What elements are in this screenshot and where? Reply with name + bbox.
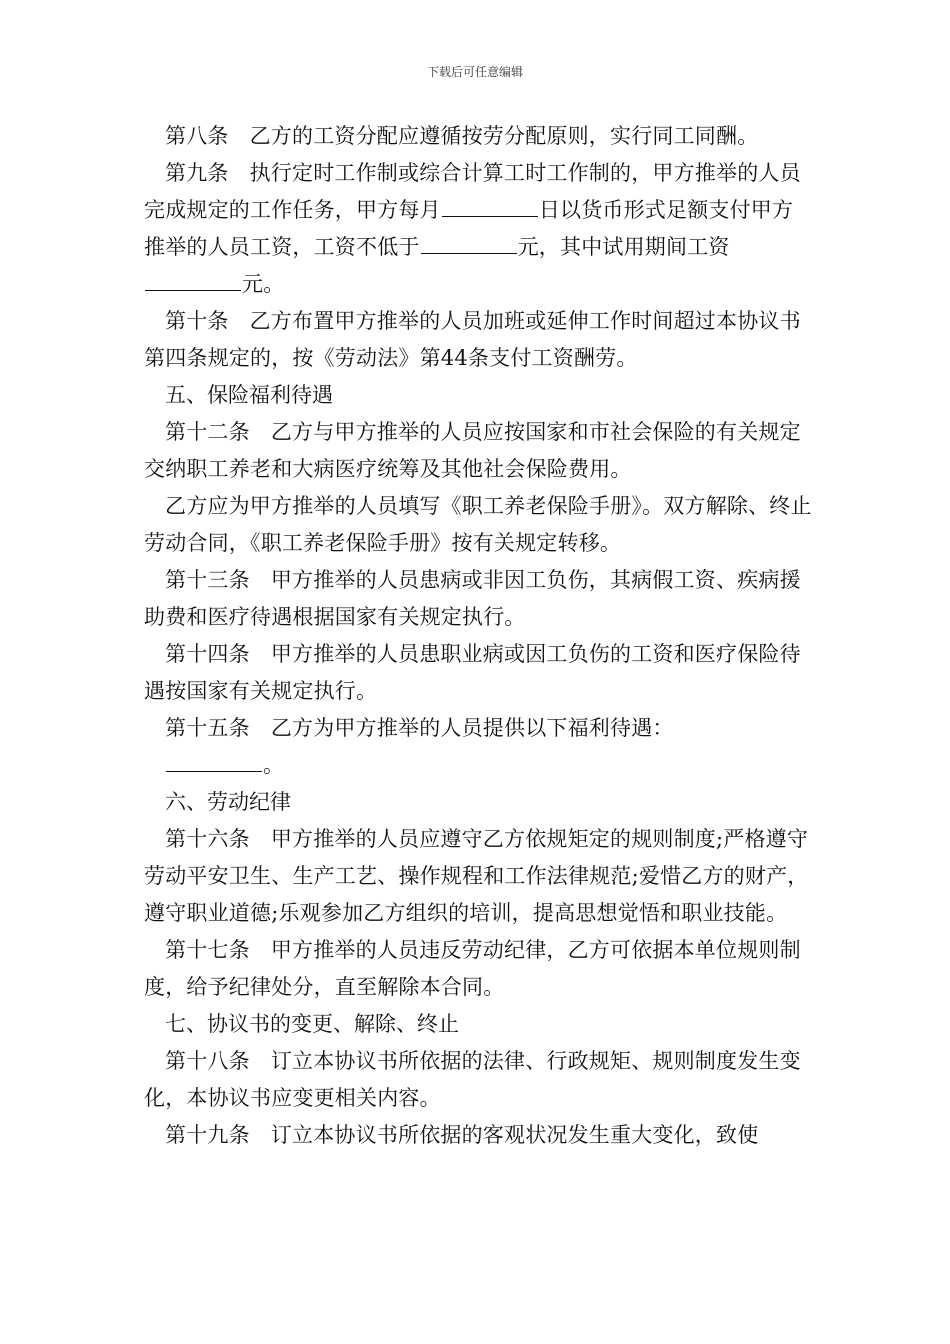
article-number: 第十七条	[165, 938, 250, 962]
article-text: 执行定时工作制或综合计算工时工作制的，甲方推举的人员完成规定的工作任务，甲方每月	[144, 161, 801, 222]
article-number: 第十条	[165, 309, 229, 333]
article-number: 第八条	[165, 124, 229, 148]
article-text: 乙方的工资分配应遵循按劳分配原则，实行同工同酬。	[249, 124, 759, 148]
article-text: 甲方推举的人员患职业病或因工负伤的工资和医疗保险待遇按国家有关规定执行。	[144, 642, 801, 703]
article-text: 乙方与甲方推举的人员应按国家和市社会保险的有关规定交纳职工养老和大病医疗统筹及其他社会保险费用。	[144, 420, 801, 481]
article-number: 第九条	[165, 161, 229, 185]
page-header: 下载后可任意编辑	[426, 65, 523, 79]
article-14	[144, 636, 812, 710]
article-text: 日以货币形式足额支付甲方推举的人员工资，工资不低于	[144, 198, 794, 259]
article-number: 第十六条	[165, 827, 250, 851]
article-text: 乙方为甲方推举的人员提供以下福利待遇：	[270, 716, 674, 740]
article-18	[144, 1043, 812, 1117]
article-17	[144, 932, 812, 1006]
fill-in-blank[interactable]	[166, 749, 262, 772]
article-15	[144, 710, 812, 747]
article-10	[144, 303, 812, 377]
article-text: 甲方推举的人员违反劳动纪律，乙方可依据本单位规则制度，给予纪律处分，直至解除本合同。	[144, 938, 801, 999]
article-text: 乙方应为甲方推举的人员填写《职工养老保险手册》。双方解除、终止劳动合同，《职工养老保险手册》按有关规定转移。	[144, 494, 812, 555]
article-15-blank-line	[144, 747, 812, 784]
fill-in-blank[interactable]	[145, 268, 241, 291]
article-13	[144, 562, 812, 636]
article-number: 第十九条	[165, 1123, 250, 1147]
article-12	[144, 414, 812, 488]
article-number: 第十二条	[165, 420, 250, 444]
article-number: 第十四条	[165, 642, 250, 666]
article-text: 甲方推举的人员应遵守乙方依规矩定的规则制度;严格遵守劳动平安卫生、生产工艺、操作规程和工作法律规范;爱惜乙方的财产，遵守职业道德;乐观参加乙方组织的培训，提高思想觉悟和职业技能。	[144, 827, 809, 925]
fill-in-blank[interactable]	[421, 231, 517, 254]
article-9	[144, 155, 812, 303]
article-16	[144, 821, 812, 932]
article-number: 第十三条	[165, 568, 250, 592]
article-text: 订立本协议书所依据的法律、行政规矩、规则制度发生变化，本协议书应变更相关内容。	[144, 1049, 801, 1110]
article-number: 第十五条	[165, 716, 250, 740]
section-heading-6: 六、劳动纪律	[165, 790, 291, 814]
article-text: 乙方布置甲方推举的人员加班或延伸工作时间超过本协议书第四条规定的，按《劳动法》第44条支付工资酬劳。	[144, 309, 801, 370]
article-text: 。	[263, 753, 285, 777]
article-text: 元。	[242, 272, 285, 296]
document-body	[144, 118, 812, 1154]
article-19	[144, 1117, 812, 1154]
section-heading-7: 七、协议书的变更、解除、终止	[165, 1012, 459, 1036]
fill-in-blank[interactable]	[442, 194, 538, 217]
article-12-paragraph-2	[144, 488, 812, 562]
article-text: 甲方推举的人员患病或非因工负伤，其病假工资、疾病援助费和医疗待遇根据国家有关规定执行。	[144, 568, 801, 629]
article-text: 元，其中试用期间工资	[517, 235, 730, 259]
article-number: 第十八条	[165, 1049, 250, 1073]
article-8	[144, 118, 812, 155]
section-heading-5: 五、保险福利待遇	[165, 383, 333, 407]
article-text: 订立本协议书所依据的客观状况发生重大变化，致使	[270, 1123, 759, 1147]
